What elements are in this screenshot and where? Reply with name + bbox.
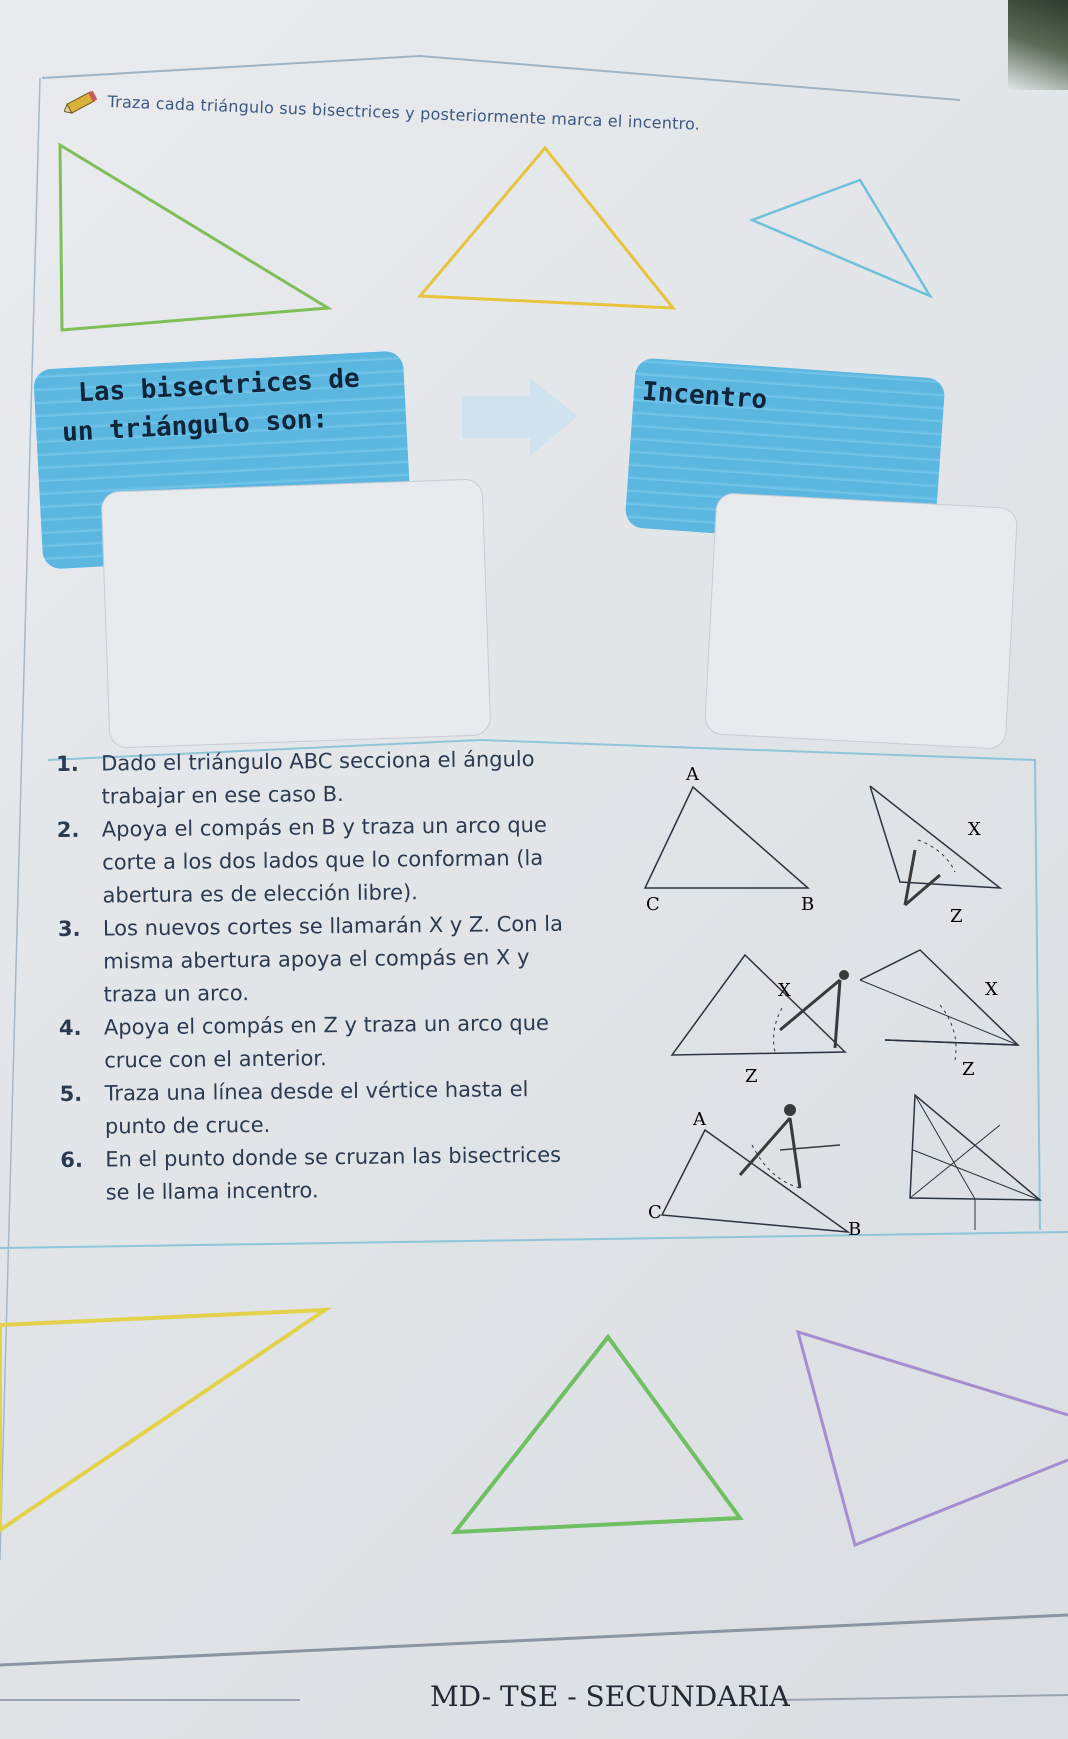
step-number: 4. [58, 1015, 82, 1040]
step-text: Los nuevos cortes se llamarán X y Z. Con la misma abertura apoya el compás en X y traza un arco. [102, 911, 564, 1007]
step-number: 6. [60, 1147, 84, 1172]
step-number: 5. [59, 1081, 83, 1106]
bisectrices-title-line2: un triángulo son: [61, 404, 329, 448]
step-text: Apoya el compás en B y traza un arco que corte a los dos lados que lo conforman (la abertura es de elección libre). [101, 812, 547, 908]
label-a: A [693, 1109, 706, 1130]
step-text: Traza una línea desde el vértice hasta el punto de cruce. [104, 1077, 529, 1139]
step-number: 3. [57, 916, 81, 941]
instruction-text: Traza cada triángulo sus bisectrices y posteriormente marca el incentro. [107, 92, 701, 134]
step-text: Dado el triángulo ABC secciona el ángulo trabajar en ese caso B. [101, 746, 535, 809]
step-text: En el punto donde se cruzan las bisectrices se le llama incentro. [105, 1142, 562, 1205]
label-x: X [985, 979, 998, 1000]
incentro-title: Incentro [641, 376, 769, 416]
yellow-triangle-bottom[interactable] [0, 1310, 325, 1530]
label-c: C [648, 1202, 662, 1223]
step-text: Apoya el compás en Z y traza un arco que cruce con el anterior. [103, 1010, 549, 1073]
label-z: Z [745, 1066, 758, 1087]
label-x: X [968, 819, 981, 840]
label-c: C [646, 894, 660, 915]
bisectrices-title-line1: Las bisectrices de [77, 363, 361, 409]
label-b: B [848, 1219, 862, 1240]
step-number: 1. [56, 751, 79, 776]
purple-triangle-bottom[interactable] [798, 1332, 1068, 1545]
label-z: Z [962, 1059, 975, 1080]
label-x: X [778, 980, 791, 1001]
footer-text: MD- TSE - SECUNDARIA [430, 1680, 790, 1713]
label-a: A [686, 764, 699, 785]
label-b: B [801, 894, 815, 915]
step-number: 2. [56, 817, 80, 842]
green-triangle-bottom[interactable] [455, 1337, 740, 1532]
label-z: Z [950, 906, 963, 927]
